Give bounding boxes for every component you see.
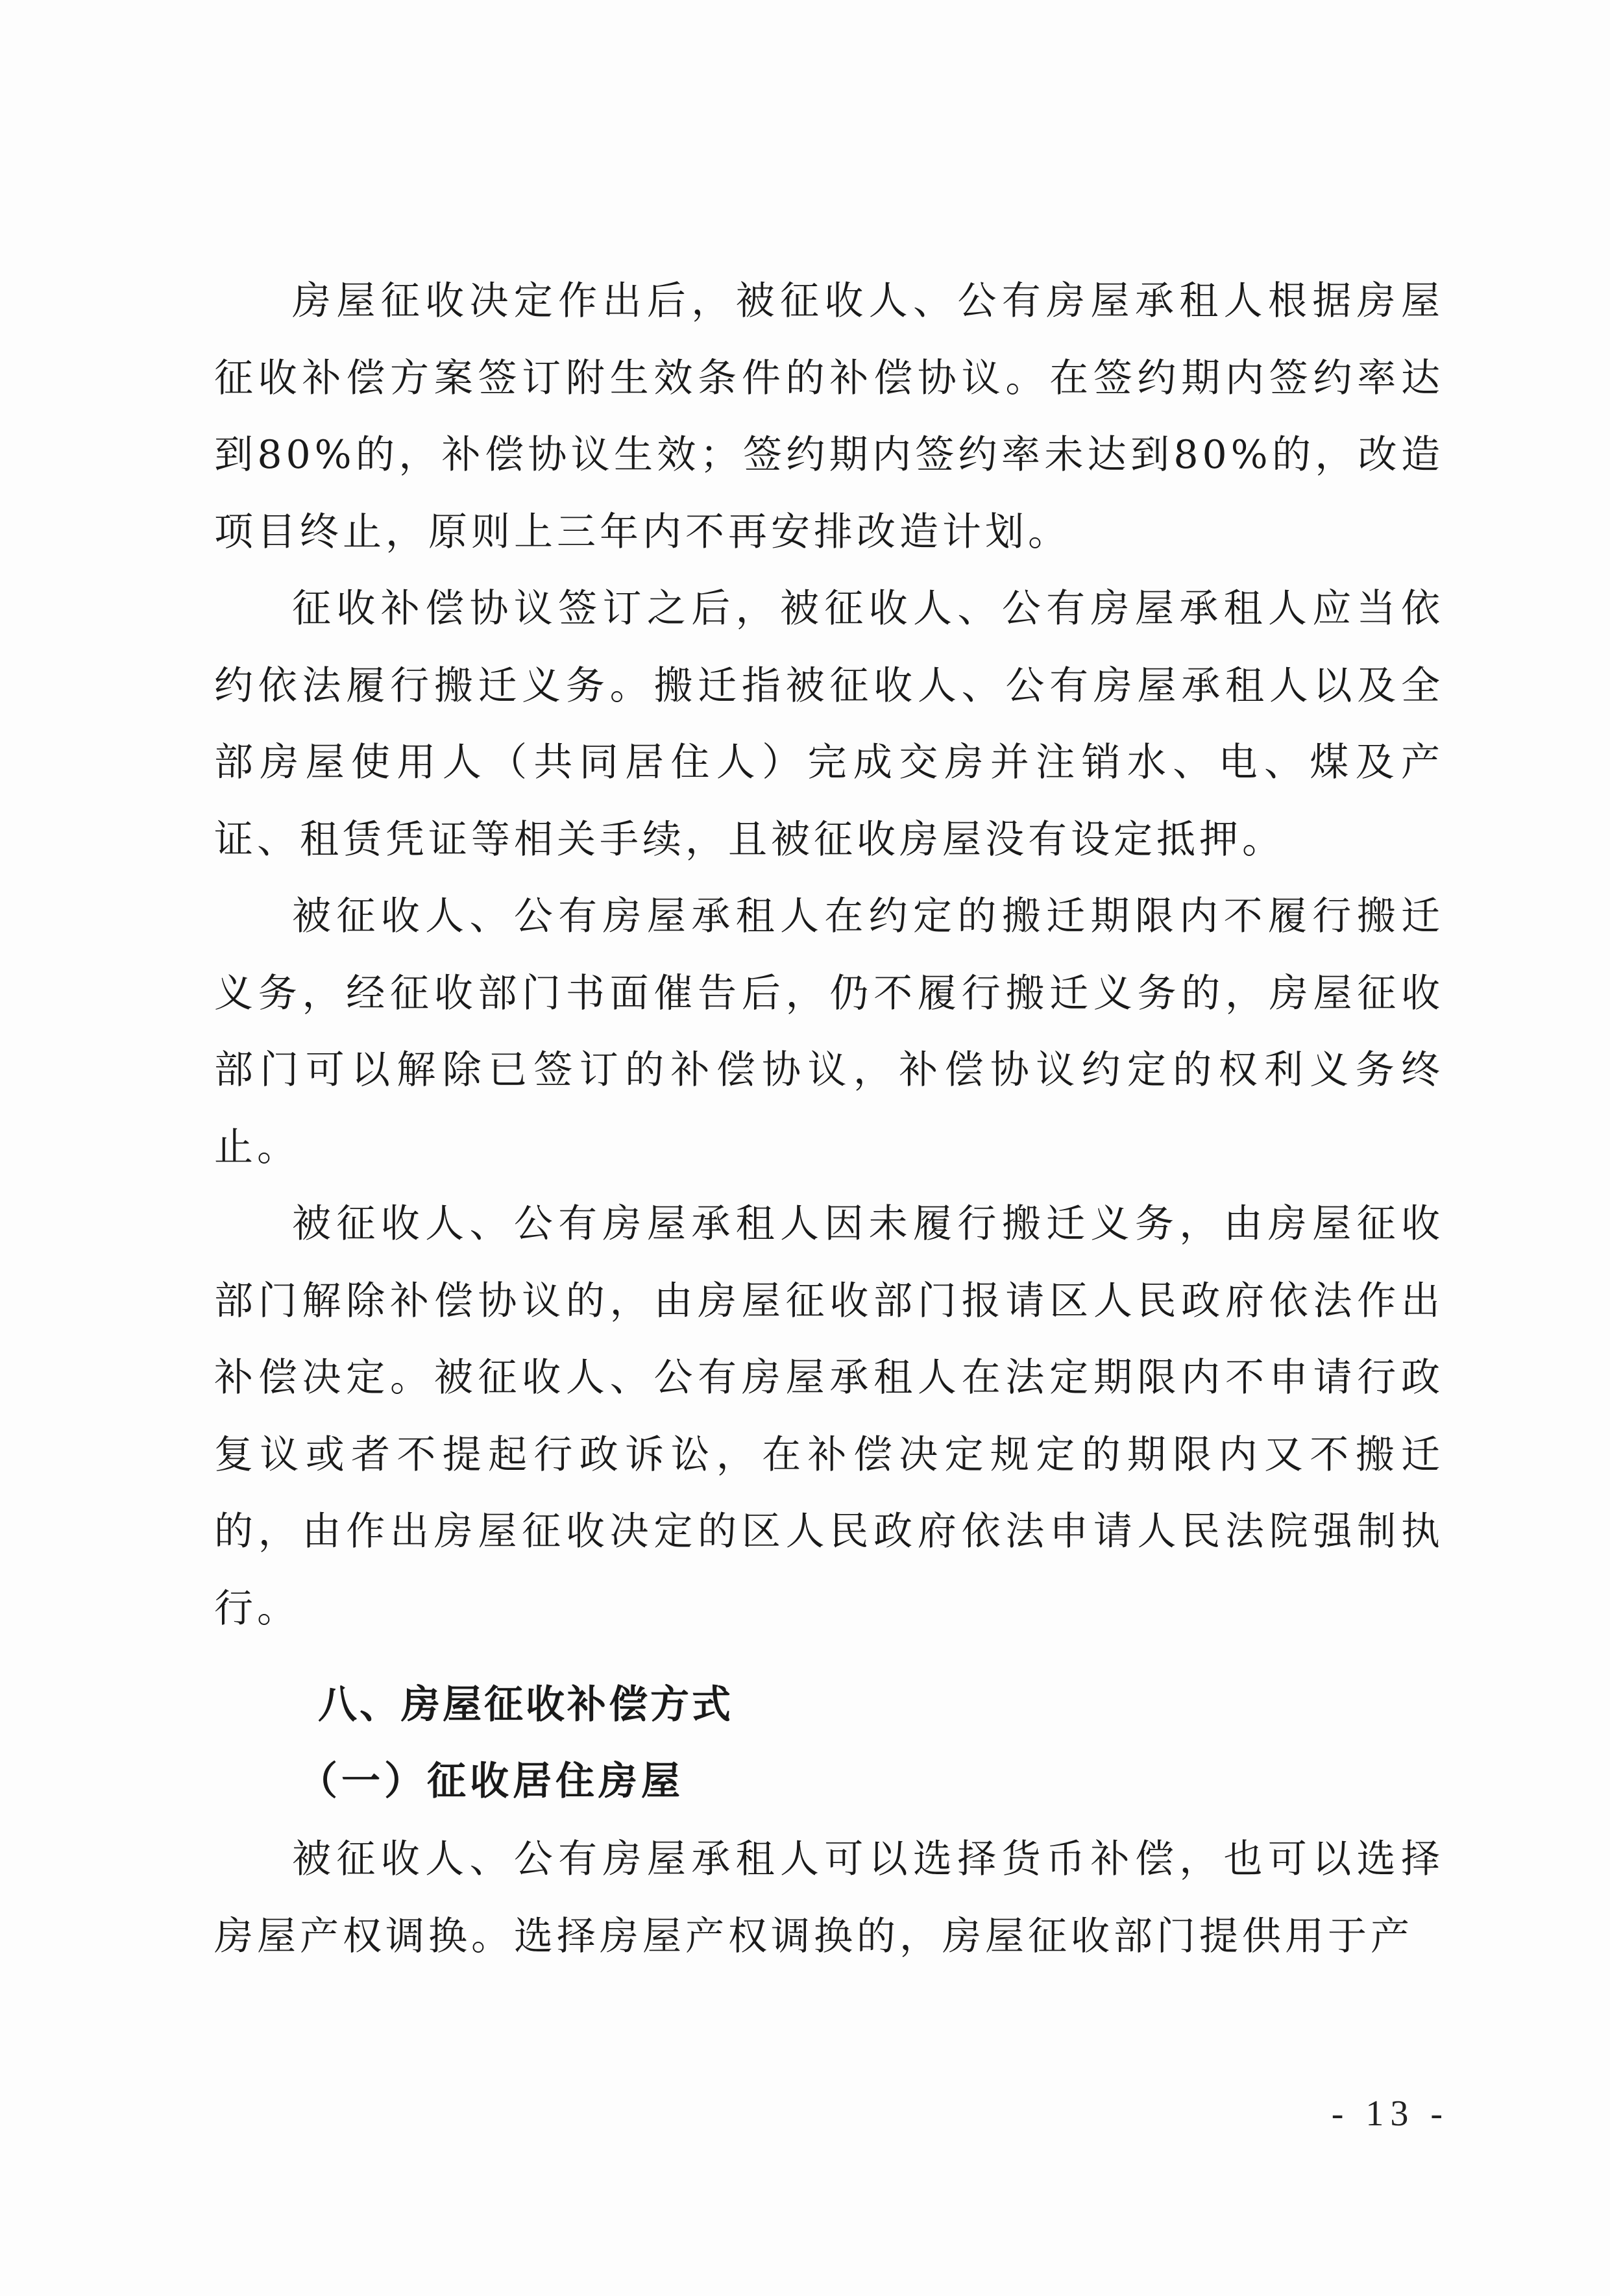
paragraph-relocation-obligation: 征收补偿协议签订之后，被征收人、公有房屋承租人应当依约依法履行搬迁义务。搬迁指被征收人、公有房屋承租人以及全部房屋使用人（共同居住人）完成交房并注销水、电、煤及产证、租赁凭证等相关手续，且被征收房屋没有设定抵押。 bbox=[214, 586, 1444, 862]
paragraph-signing-effect: 房屋征收决定作出后，被征收人、公有房屋承租人根据房屋征收补偿方案签订附生效条件的补偿协议。在签约期内签约率达到80%的，补偿协议生效；签约期内签约率未达到80%的，改造项目终止，原则上三年内不再安排改造计划。 bbox=[214, 278, 1444, 555]
paragraph-compensation-decision: 被征收人、公有房屋承租人因未履行搬迁义务，由房屋征收部门解除补偿协议的，由房屋征收部门报请区人民政府依法作出补偿决定。被征收人、公有房屋承租人在法定期限内不申请行政复议或者不提起行政诉讼，在补偿决定规定的期限内又不搬迁的，由作出房屋征收决定的区人民政府依法申请人民法院强制执行。 bbox=[214, 1201, 1444, 1631]
paragraph-block-2 bbox=[214, 1821, 1444, 1975]
paragraph-compensation-choice: 被征收人、公有房屋承租人可以选择货币补偿，也可以选择房屋产权调换。选择房屋产权调换的，房屋征收部门提供用于产 bbox=[214, 1837, 1444, 1959]
page-number: - 13 - bbox=[1331, 2094, 1449, 2134]
paragraph-block-1 bbox=[214, 263, 1444, 1647]
section-heading: 八、房屋征收补偿方式 bbox=[318, 1682, 733, 1728]
subsection-heading: （一）征收居住房屋 bbox=[299, 1759, 684, 1804]
paragraph-agreement-termination: 被征收人、公有房屋承租人在约定的搬迁期限内不履行搬迁义务，经征收部门书面催告后，仍不履行搬迁义务的，房屋征收部门可以解除已签订的补偿协议，补偿协议约定的权利义务终止。 bbox=[214, 894, 1444, 1170]
